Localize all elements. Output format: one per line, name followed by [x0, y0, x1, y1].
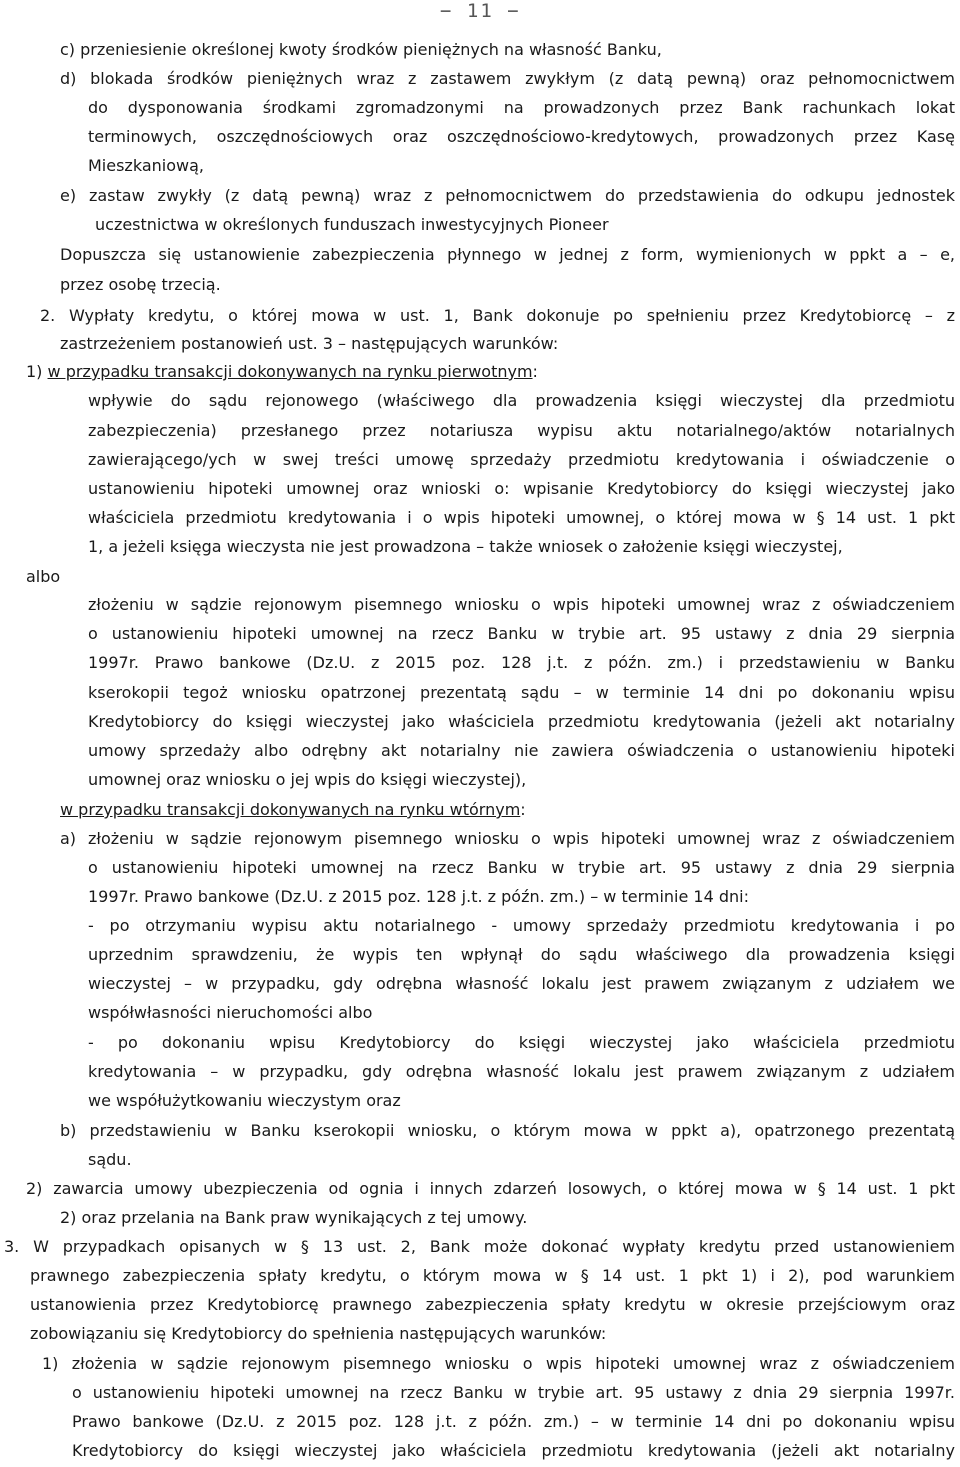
text-line: d) blokada środków pieniężnych wraz z zastawem zwykłym (z datą pewną) oraz pełnomocnictwem [60, 69, 955, 88]
text-line: zabezpieczenia) przesłanego przez notariusza wypisu aktu notarialnego/aktów notarialnych [88, 421, 955, 440]
text-line: o ustanowieniu hipoteki umownej na rzecz Banku w trybie art. 95 ustawy z dnia 29 sierpnia [88, 858, 955, 877]
text-line: kserokopii tegoż wniosku opatrzonej prezentatą sądu – w terminie 14 dni po dokonaniu wpisu [88, 683, 955, 702]
text-line: uczestnictwa w określonych funduszach inwestycyjnych Pioneer [95, 215, 609, 234]
text-line: 3. W przypadkach opisanych w § 13 ust. 2, Bank może dokonać wypłaty kredytu przed ustanowieniem [4, 1237, 955, 1256]
text-line: zastrzeżeniem postanowień ust. 3 – następujących warunków: [60, 334, 559, 353]
text-line: we współużytkowaniu wieczystym oraz [88, 1091, 401, 1110]
text-line: ustanowieniu hipoteki umownej oraz wnioski o: wpisanie Kredytobiorcy do księgi wieczystej jako [88, 479, 955, 498]
text-line: złożeniu w sądzie rejonowym pisemnego wniosku o wpis hipoteki umownej wraz z oświadczeniem [88, 595, 955, 614]
text-line: sądu. [88, 1150, 132, 1169]
text-line: 2. Wypłaty kredytu, o której mowa w ust. 1, Bank dokonuje po spełnieniu przez Kredytobiorcę – z [40, 306, 955, 325]
text-line: a) złożeniu w sądzie rejonowym pisemnego wniosku o wpis hipoteki umownej wraz z oświadczeniem [60, 829, 955, 848]
text-line [26, 362, 538, 382]
text-line: - po otrzymaniu wypisu aktu notarialnego - umowy sprzedaży przedmiotu kredytowania i po [88, 916, 955, 935]
text-line: Mieszkaniową, [88, 156, 204, 175]
line-suffix: : [532, 362, 538, 381]
text-line: terminowych, oszczędnościowych oraz oszczędnościowo-kredytowych, prowadzonych przez Kasę [88, 127, 955, 146]
text-line: albo [26, 567, 61, 586]
text-line: c) przeniesienie określonej kwoty środków pieniężnych na własność Banku, [60, 40, 662, 59]
text-line: przez osobę trzecią. [60, 275, 221, 294]
text-line: - po dokonaniu wpisu Kredytobiorcy do księgi wieczystej jako właściciela przedmiotu [88, 1033, 955, 1052]
text-line: prawnego zabezpieczenia spłaty kredytu, o którym mowa w § 14 ust. 1 pkt 1) i 2), pod warunkiem [30, 1266, 955, 1285]
text-line: właściciela przedmiotu kredytowania i o wpis hipoteki umownej, o której mowa w § 14 ust. 1 pkt [88, 508, 955, 527]
line-suffix: : [520, 800, 526, 819]
text-line: Kredytobiorcy do księgi wieczystej jako właściciela przedmiotu kredytowania (jeżeli akt notarialny [88, 712, 955, 731]
text-line [60, 800, 526, 820]
text-line: wpływie do sądu rejonowego (właściwego dla prowadzenia księgi wieczystej dla przedmiotu [88, 391, 955, 410]
page-number: − 11 − [440, 0, 521, 22]
text-line: 1997r. Prawo bankowe (Dz.U. z 2015 poz. 128 j.t. z późn. zm.) – w terminie 14 dni: [88, 887, 749, 906]
text-line: Kredytobiorcy do księgi wieczystej jako właściciela przedmiotu kredytowania (jeżeli akt notarialny [72, 1441, 955, 1460]
text-line: Prawo bankowe (Dz.U. z 2015 poz. 128 j.t. z późn. zm.) – w terminie 14 dni po dokonaniu wpisu [72, 1412, 955, 1431]
text-line: umownej oraz wniosku o jej wpis do księgi wieczystej), [88, 770, 527, 789]
underlined-heading: w przypadku transakcji dokonywanych na rynku wtórnym [60, 800, 521, 819]
text-line: 2) zawarcia umowy ubezpieczenia od ognia i innych zdarzeń losowych, o której mowa w § 14 ust. 1 pkt [26, 1179, 955, 1198]
text-line: 1997r. Prawo bankowe (Dz.U. z 2015 poz. 128 j.t. z późn. zm.) i przedstawieniu w Banku [88, 653, 955, 672]
text-line: kredytowania – w przypadku, gdy odrębna własność lokalu jest prawem związanym z udziałem [88, 1062, 955, 1081]
text-line: o ustanowieniu hipoteki umownej na rzecz Banku w trybie art. 95 ustawy z dnia 29 sierpnia 1997r. [72, 1383, 955, 1402]
text-line: 1) złożenia w sądzie rejonowym pisemnego wniosku o wpis hipoteki umownej wraz z oświadczeniem [42, 1354, 955, 1373]
line-prefix: 1) [26, 362, 48, 381]
text-line: o ustanowieniu hipoteki umownej na rzecz Banku w trybie art. 95 ustawy z dnia 29 sierpnia [88, 624, 955, 643]
text-line: e) zastaw zwykły (z datą pewną) wraz z pełnomocnictwem do przedstawienia do odkupu jednostek [60, 186, 955, 205]
text-line: do dysponowania środkami zgromadzonymi na prowadzonych przez Bank rachunkach lokat [88, 98, 955, 117]
text-line: uprzednim sprawdzeniu, że wypis ten wpłynął do sądu właściwego dla prowadzenia księgi [88, 945, 955, 964]
text-line: zawierającego/ych w swej treści umowę sprzedaży przedmiotu kredytowania i oświadczenie o [88, 450, 955, 469]
text-line: zobowiązaniu się Kredytobiorcy do spełnienia następujących warunków: [30, 1324, 607, 1343]
text-line: wieczystej – w przypadku, gdy odrębna własność lokalu jest prawem związanym z udziałem we [88, 974, 955, 993]
text-line: 1, a jeżeli księga wieczysta nie jest prowadzona – także wniosek o założenie księgi wieczystej, [88, 537, 843, 556]
underlined-heading: w przypadku transakcji dokonywanych na rynku pierwotnym [47, 362, 533, 381]
text-line: współwłasności nieruchomości albo [88, 1003, 373, 1022]
text-line: 2) oraz przelania na Bank praw wynikających z tej umowy. [60, 1208, 528, 1227]
text-line: Dopuszcza się ustanowienie zabezpieczenia płynnego w jednej z form, wymienionych w ppkt a – e, [60, 245, 955, 264]
text-line: umowy sprzedaży albo odrębny akt notarialny nie zawiera oświadczenia o ustanowieniu hipoteki [88, 741, 955, 760]
text-line: ustanowienia przez Kredytobiorcę prawnego zabezpieczenia spłaty kredytu w okresie przejściowym oraz [30, 1295, 955, 1314]
text-line: b) przedstawieniu w Banku kserokopii wniosku, o którym mowa w ppkt a), opatrzonego prezentatą [60, 1121, 955, 1140]
